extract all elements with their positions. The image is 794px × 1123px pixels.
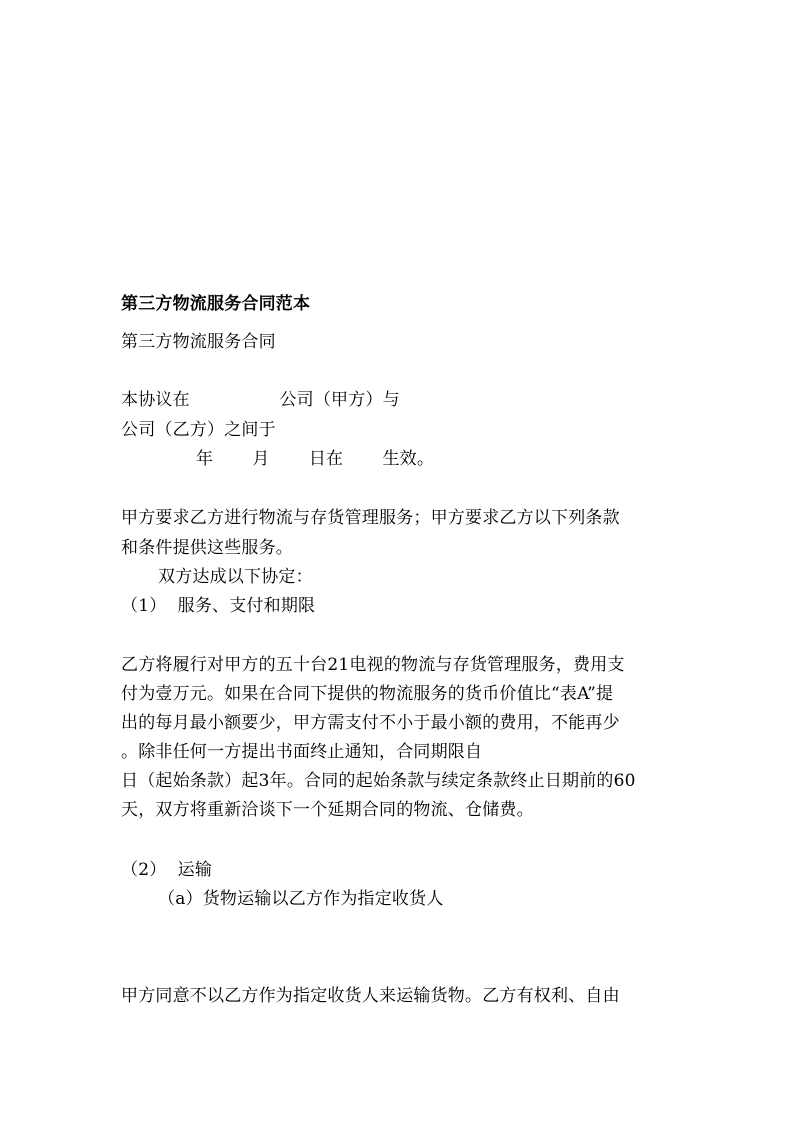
paragraph-1-line-2: 和条件提供这些服务。 xyxy=(121,538,293,558)
intro-line-1: 本协议在 公司（甲方）与 xyxy=(121,390,400,410)
paragraph-2-line-2: 付为壹万元。如果在合同下提供的物流服务的货币价值比“表A”提 xyxy=(121,684,614,704)
paragraph-2-line-3: 出的每月最小额要少，甲方需支付不小于最小额的费用，不能再少 xyxy=(121,713,620,733)
intro-line-2: 公司（乙方）之间于 xyxy=(121,420,276,440)
document-heading: 第三方物流服务合同范本 xyxy=(121,294,311,314)
paragraph-3-line-1: 甲方同意不以乙方作为指定收货人来运输货物。乙方有权利、自由 xyxy=(121,986,620,1006)
document-subtitle: 第三方物流服务合同 xyxy=(121,332,276,352)
paragraph-1-line-1: 甲方要求乙方进行物流与存货管理服务；甲方要求乙方以下列条款 xyxy=(121,508,620,528)
paragraph-2-line-6: 天，双方将重新洽谈下一个延期合同的物流、仓储费。 xyxy=(121,800,534,820)
paragraph-2-line-5: 日（起始条款）起3年。合同的起始条款与续定条款终止日期前的60 xyxy=(121,771,636,791)
section-2a-heading: （a）货物运输以乙方作为指定收货人 xyxy=(158,889,444,909)
intro-line-3: 年 月 日在 生效。 xyxy=(196,449,435,469)
section-2-heading: （2） 运输 xyxy=(121,860,213,880)
section-1-heading: （1） 服务、支付和期限 xyxy=(121,596,316,616)
agreement-line: 双方达成以下协定： xyxy=(158,567,313,587)
paragraph-2-line-1: 乙方将履行对甲方的五十台21电视的物流与存货管理服务，费用支 xyxy=(121,655,625,675)
paragraph-2-line-4: 。除非任何一方提出书面终止通知，合同期限自 xyxy=(121,742,483,762)
